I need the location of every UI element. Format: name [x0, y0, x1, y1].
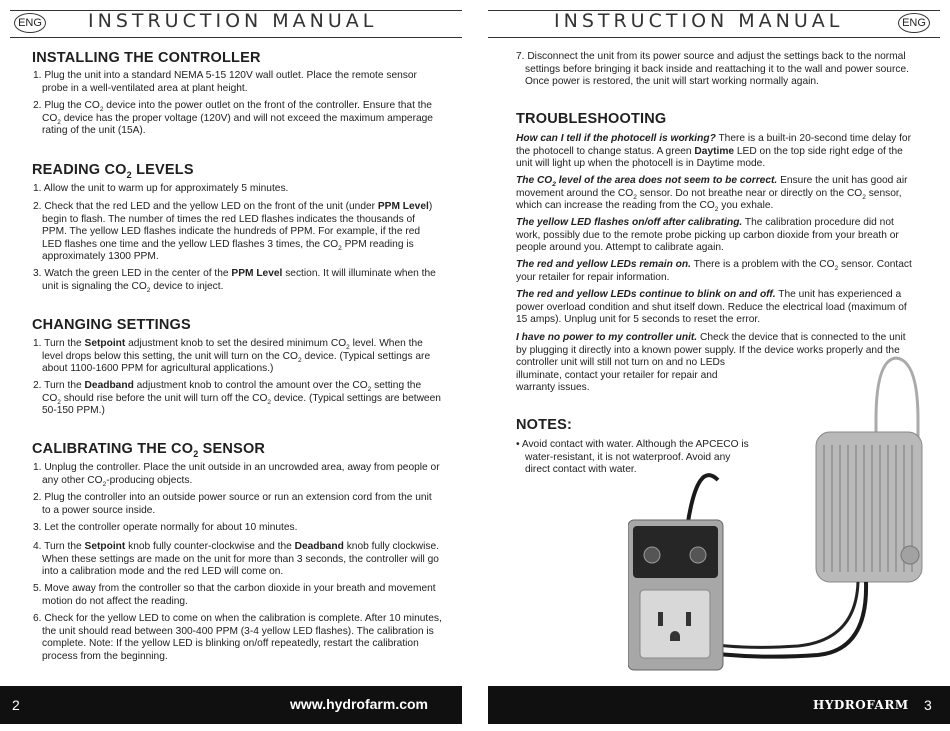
- reading-item-2: 2. Check that the red LED and the yellow LED on the front of the unit (under PPM Level) begin to flash. The number of times the red LED flashes indicates the thousands of PPM. The yellow LED flashes indicate the hundreds of PPM. For example, if the red LED flashes one time and the yellow LED flashes 3 times, the $CO_2$ PPM reading is approximately 1300 PPM.: [33, 201, 433, 263]
- calibrating-item-7: 7. Disconnect the unit from its power source and adjust the settings back to the normal settings before bringing it back inside and reattaching it to the wall and power source. Once power is restored, the unit will start working normally again.: [516, 51, 909, 88]
- hanger-icon: [876, 358, 918, 438]
- reading-heading: READING $CO_2$ LEVELS: [32, 162, 194, 180]
- notes-heading: NOTES:: [516, 417, 572, 433]
- header-rule-bottom: [10, 37, 462, 38]
- installing-item-2: 2. Plug the $CO_2$ device into the power outlet on the front of the controller. Ensure that the $CO_2$ device has the proper voltage (120V) and will not exceed the maximum amperage rating of the unit (15A).: [33, 100, 433, 137]
- calibrating-item-2: 2. Plug the controller into an outside power source or run an extension cord from the unit to a power source inside.: [33, 492, 432, 516]
- notes-item-1: • Avoid contact with water. Although the APCECO is water-resistant, it is not waterproof. Avoid any direct contact with water.: [516, 439, 749, 476]
- installing-item-1: 1. Plug the unit into a standard NEMA 5-15 120V wall outlet. Place the remote sensor probe in a well-ventilated area at plant height.: [33, 70, 417, 94]
- trouble-yellow-led: The yellow LED flashes on/off after calibrating. The calibration procedure did not work, possibly due to the remote probe picking up carbon dioxide from your breath or people around you. Attempt to calibrate again.: [516, 217, 899, 254]
- trouble-blink: The red and yellow LEDs continue to blink on and off. The unit has experienced a power overload condition and shut itself down. Reduce the electrical load (maximum of 15 amps). Unplug unit for 5 seconds to reset the error.: [516, 289, 907, 326]
- page-number-left: 2: [12, 697, 20, 713]
- power-outlet: [640, 590, 710, 658]
- language-badge: ENG: [898, 13, 930, 33]
- trouble-red-yellow-on: The red and yellow LEDs remain on. There is a problem with the $CO_2$ sensor. Contact your retailer for repair information.: [516, 259, 912, 283]
- trouble-co2-level: The $CO_2$ level of the area does not seem to be correct. Ensure the unit has good air movement around the $CO_2$ sensor. Do not breathe near or directly on the $CO_2$ sensor, which can increase the reading from the $CO_2$ you exhale.: [516, 175, 908, 214]
- left-page: [0, 0, 462, 731]
- trouble-no-power-cont: illuminate, contact your retailer for repair and: [516, 370, 718, 381]
- page-number-right: 3: [924, 697, 932, 713]
- calibrating-item-1: 1. Unplug the controller. Place the unit outside in an uncrowded area, away from people or any other $CO_2$-producing objects.: [33, 462, 440, 488]
- setpoint-knob-icon: [644, 547, 660, 563]
- calibrating-heading: CALIBRATING THE $CO_2$ SENSOR: [32, 441, 266, 459]
- manual-title: INSTRUCTION MANUAL: [554, 10, 844, 32]
- calibrating-item-5: 5. Move away from the controller so that the carbon dioxide in your breath and movement motion do not affect the reading.: [33, 583, 436, 607]
- changing-heading: CHANGING SETTINGS: [32, 317, 191, 333]
- website-link[interactable]: www.hydrofarm.com: [290, 696, 428, 712]
- reading-item-3: 3. Watch the green LED in the center of the PPM Level section. It will illuminate when the unit is signaling the $CO_2$ device to inject.: [33, 268, 436, 294]
- changing-item-1: 1. Turn the Setpoint adjustment knob to set the desired minimum $CO_2$ level. When the level drops below this setting, the unit will turn on the $CO_2$ device. (Typical settings are about 1100-1600 PPM for agricultural applications.): [33, 338, 431, 375]
- trouble-no-power: I have no power to my controller unit. Check the device that is connected to the unit by plugging it directly into a known power supply. If the device works properly and the controller unit will still not turn on and no LEDs: [516, 332, 906, 369]
- hydrofarm-logo: HYDROFARM: [813, 698, 909, 712]
- changing-item-2: 2. Turn the Deadband adjustment knob to control the amount over the $CO_2$ setting the $CO_2$ should rise before the unit will turn off the $CO_2$ device. (Typical settings are between 50-150 PPM.): [33, 380, 441, 417]
- installing-heading: INSTALLING THE CONTROLLER: [32, 50, 261, 66]
- language-badge: ENG: [14, 13, 46, 33]
- reading-item-1: 1. Allow the unit to warm up for approximately 5 minutes.: [33, 183, 289, 194]
- footer-bar-left: [0, 686, 462, 724]
- calibrating-item-4: 4. Turn the Setpoint knob fully counter-clockwise and the Deadband knob fully clockwise. When these settings are made on the unit for more than 3 seconds, the controller will go into a calibration mode and the red LED will come on.: [33, 541, 439, 578]
- header-rule-bottom: [488, 37, 940, 38]
- product-photo: [628, 350, 928, 685]
- trouble-photocell: How can I tell if the photocell is working? There is a built-in 20-second time delay for the photocell to change status. A green Daytime LED on the top side right edge of the unit will light up when the photocell is in Daytime mode.: [516, 133, 911, 170]
- troubleshooting-heading: TROUBLESHOOTING: [516, 111, 667, 127]
- right-page: [488, 0, 950, 731]
- deadband-knob-icon: [690, 547, 706, 563]
- calibrating-item-6: 6. Check for the yellow LED to come on when the calibration is complete. After 10 minutes, the unit should read between 300-400 PPM (3-4 yellow LED flashes). The calibration is complete. Note: If the yellow LED is blinking on/off repeatedly, restart the calibration process from the beginning.: [33, 613, 442, 662]
- trouble-no-power-cont2: warranty issues.: [516, 382, 590, 393]
- calibrating-item-3: 3. Let the controller operate normally for about 10 minutes.: [33, 522, 298, 533]
- footer-bar-right: [488, 686, 950, 724]
- manual-title: INSTRUCTION MANUAL: [88, 10, 378, 32]
